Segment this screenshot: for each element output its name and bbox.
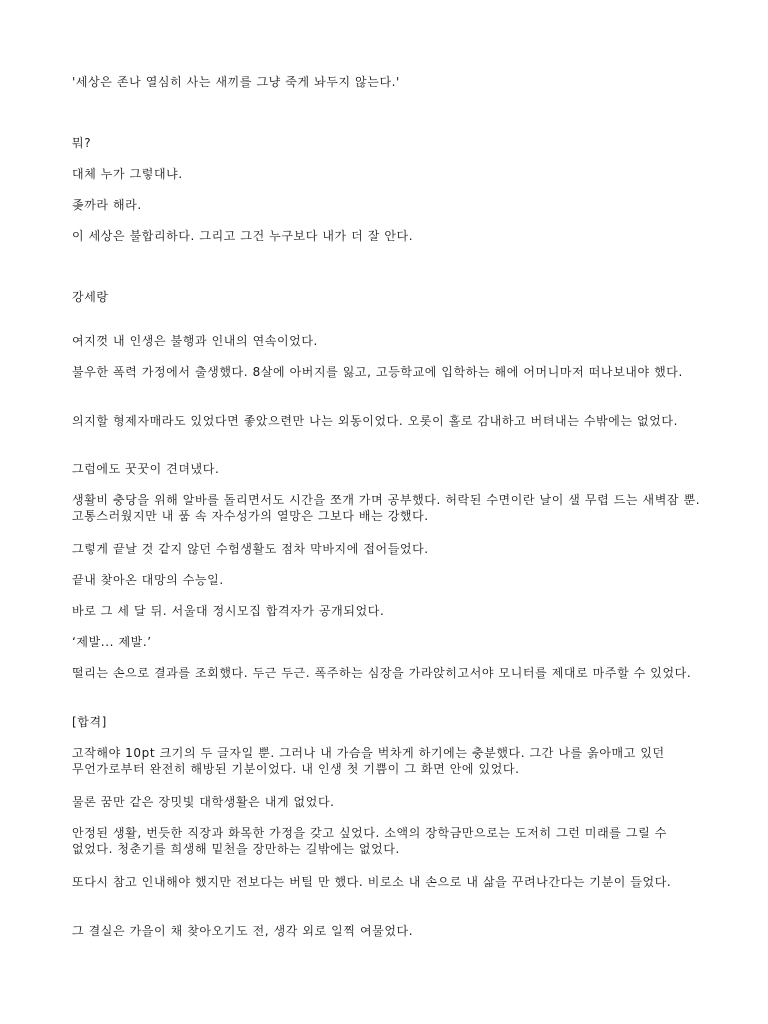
- section-heading: 강세랑: [72, 290, 109, 304]
- paragraph: 고작해야 10pt 크기의 두 글자일 뿐. 그러나 내 가슴을 벅차게 하기에는 충분했다. 그간 나를 옭아매고 있던 무언가로부터 완전히 해방된 기분이었다. 내 인생 첫 기쁨이 그 화면 안에 있었다.: [72, 746, 670, 776]
- paragraph: ‘제발... 제발.’: [72, 635, 152, 649]
- paragraph: 떨리는 손으로 결과를 조회했다. 두근 두근. 폭주하는 심장을 가라앉히고서야 모니터를 제대로 마주할 수 있었다.: [72, 666, 692, 680]
- paragraph: 이 세상은 불합리하다. 그리고 그건 누구보다 내가 더 잘 안다.: [72, 229, 414, 243]
- paragraph: 그럼에도 꿋꿋이 견뎌냈다.: [72, 462, 220, 476]
- paragraph: 여지껏 내 인생은 불행과 인내의 연속이었다.: [72, 334, 318, 348]
- paragraph: 그 결실은 가을이 채 찾아오기도 전, 생각 외로 일찍 여물었다.: [72, 924, 414, 938]
- paragraph: 생활비 충당을 위해 알바를 돌리면서도 시간을 쪼개 가며 공부했다. 허락된 수면이란 날이 샐 무렵 드는 새벽잠 뿐. 고통스러웠지만 내 품 속 자수성가의 열망은 그보다 배는 강했다.: [72, 493, 705, 523]
- paragraph: 대체 누가 그렇대냐.: [72, 167, 183, 181]
- paragraph: [합격]: [72, 715, 107, 729]
- paragraph: 물론 꿈만 같은 장밋빛 대학생활은 내게 없었다.: [72, 795, 335, 809]
- paragraph: 좆까라 해라.: [72, 198, 142, 212]
- paragraph: 안정된 생활, 번듯한 직장과 화목한 가정을 갖고 싶었다. 소액의 장학금만으로는 도저히 그런 미래를 그릴 수 없었다. 청춘기를 희생해 밑천을 장만하는 길밖에는 없었다.: [72, 826, 672, 856]
- epigraph: '세상은 존나 열심히 사는 새끼를 그냥 죽게 놔두지 않는다.': [72, 75, 400, 89]
- paragraph: 뭐?: [72, 136, 92, 150]
- paragraph: 또다시 참고 인내해야 했지만 전보다는 버틸 만 했다. 비로소 내 손으로 내 삶을 꾸려나간다는 기분이 들었다.: [72, 875, 672, 889]
- paragraph: 바로 그 세 달 뒤. 서울대 정시모집 합격자가 공개되었다.: [72, 604, 385, 618]
- paragraph: 의지할 형제자매라도 있었다면 좋았으련만 나는 외동이었다. 오롯이 홀로 감내하고 버텨내는 수밖에는 없었다.: [72, 414, 679, 428]
- paragraph: 불우한 폭력 가정에서 출생했다. 8살에 아버지를 잃고, 고등학교에 입학하는 해에 어머니마저 떠나보내야 했다.: [72, 365, 683, 379]
- paragraph: 끝내 찾아온 대망의 수능일.: [72, 573, 224, 587]
- paragraph: 그렇게 끝날 것 같지 않던 수험생활도 점차 막바지에 접어들었다.: [72, 542, 429, 556]
